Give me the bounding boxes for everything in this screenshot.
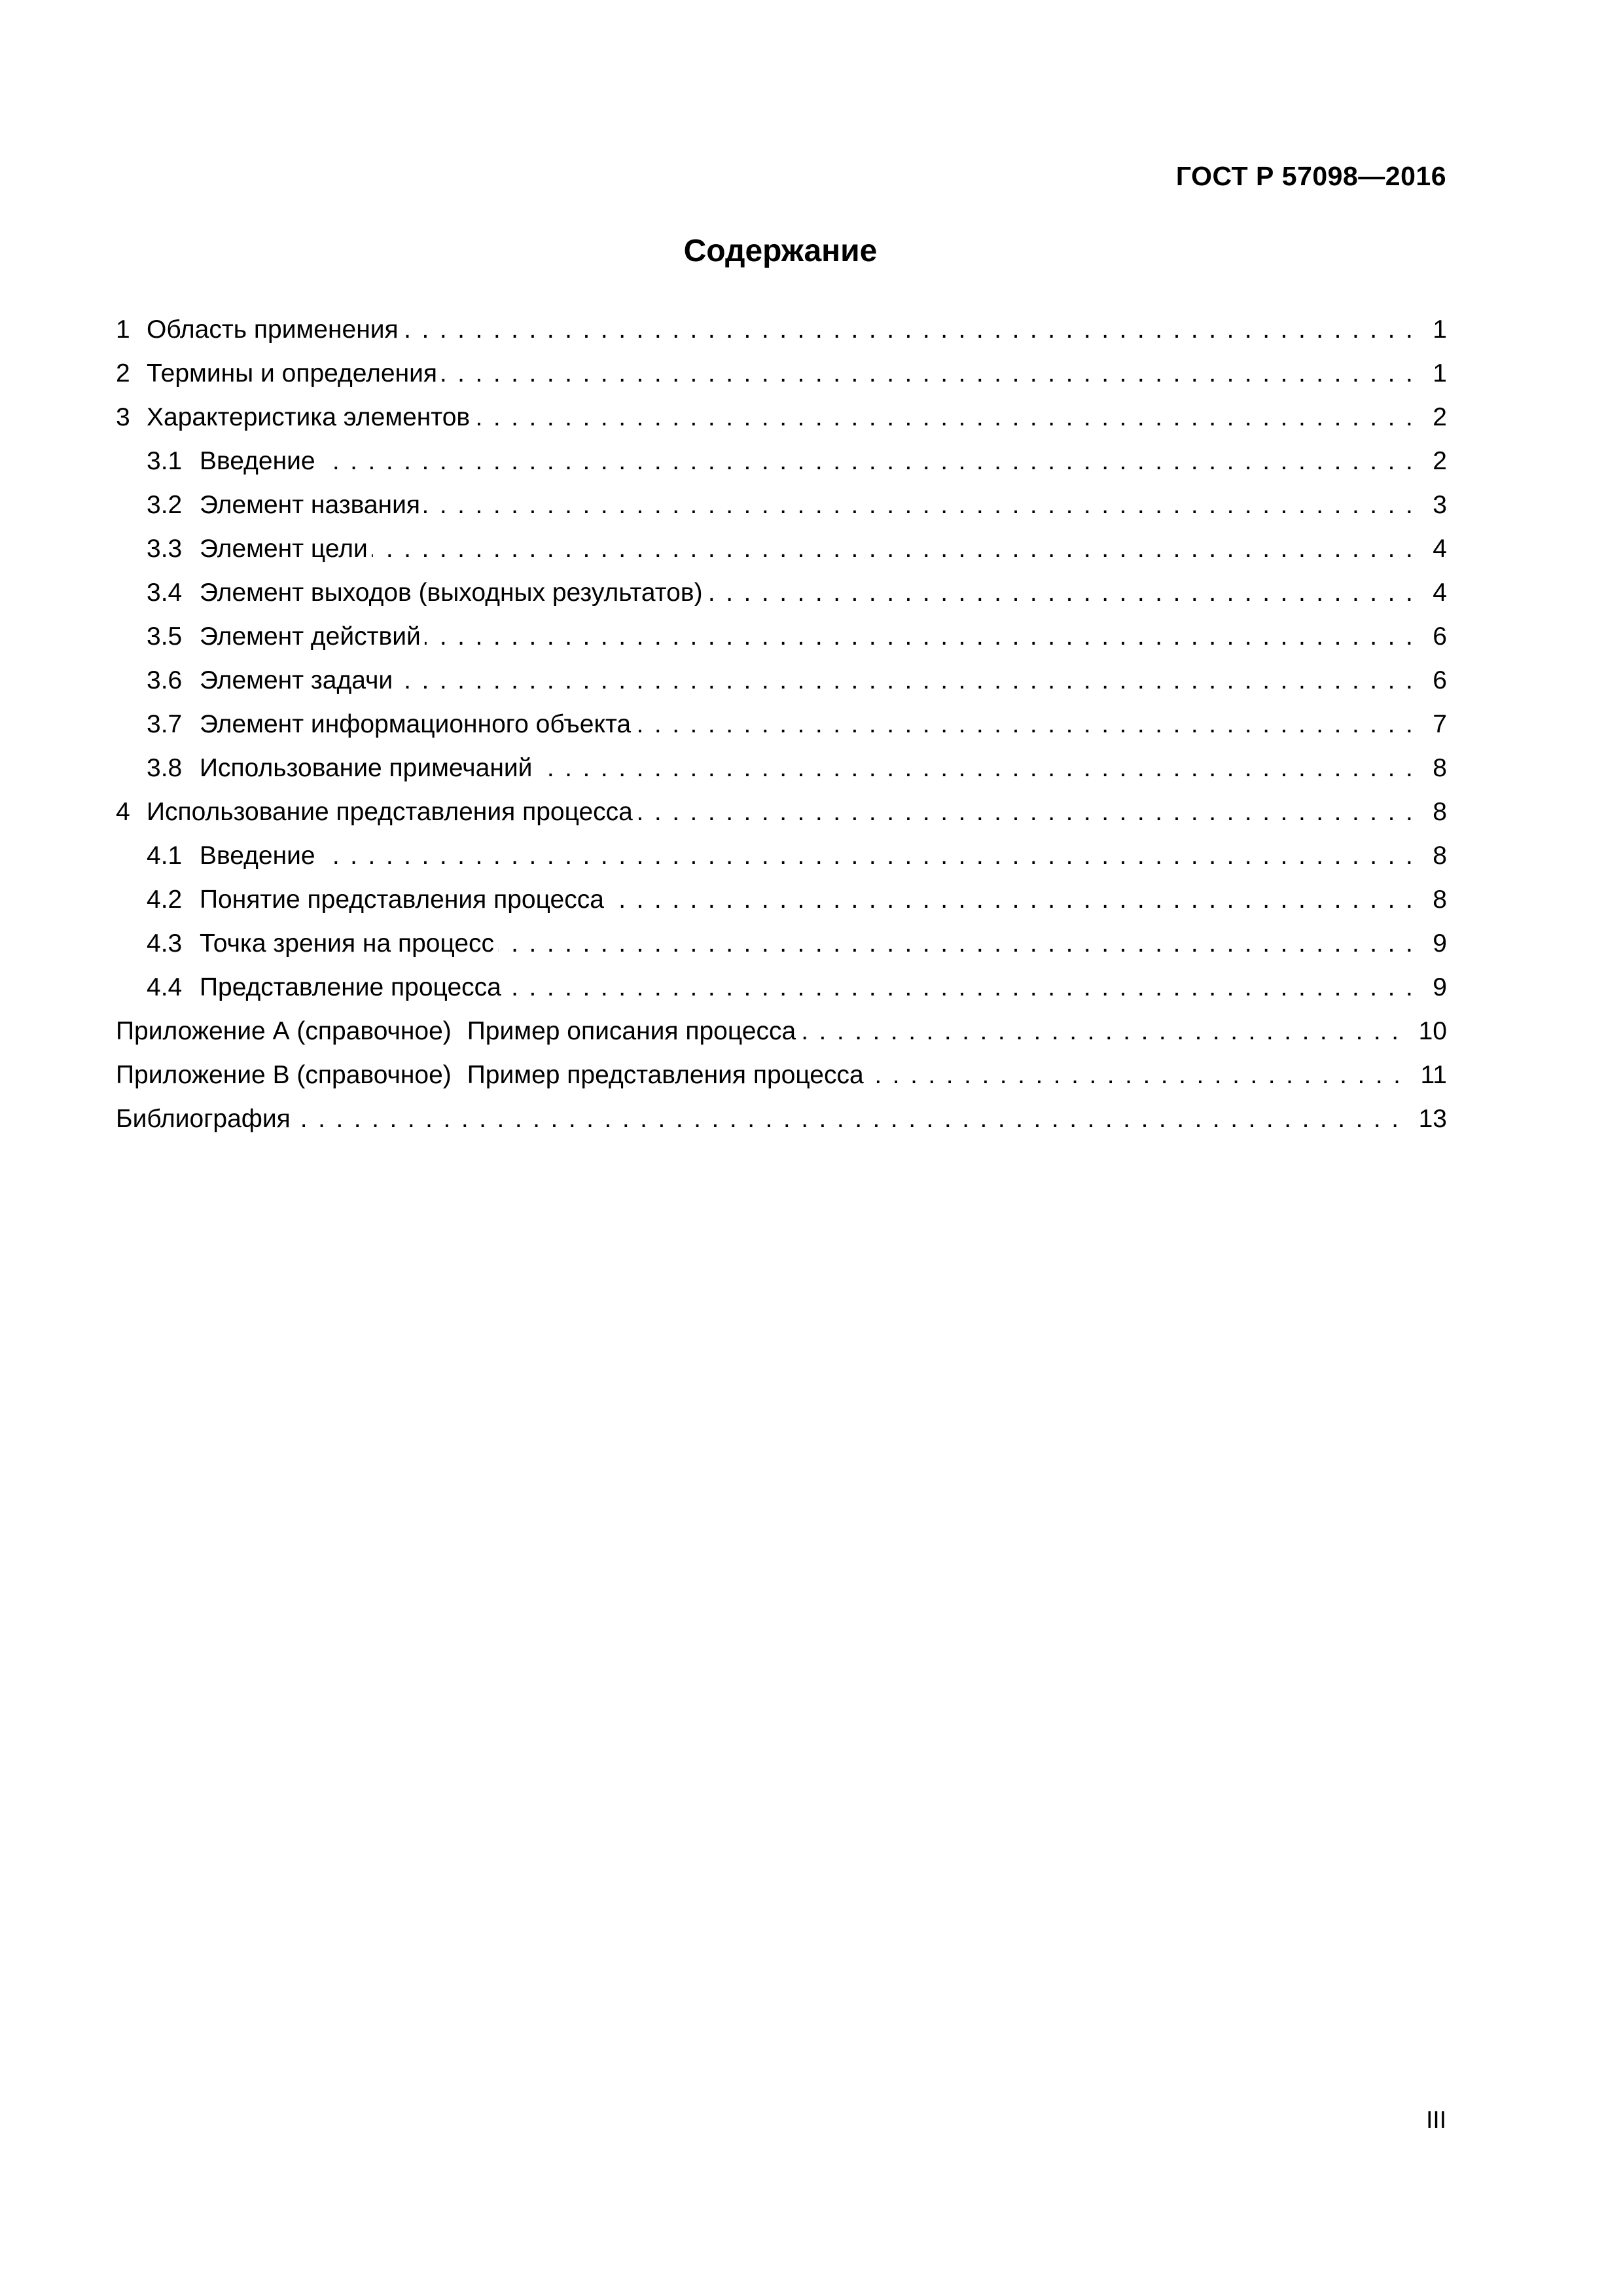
toc-entry-page: 3 (1433, 491, 1447, 519)
toc-subentry[interactable] (116, 527, 1447, 571)
toc-entry-label: Понятие представления процесса (200, 886, 604, 914)
toc-leader-dots (505, 965, 1423, 1009)
toc-subentry[interactable] (116, 571, 1447, 615)
toc-title: Содержание (683, 234, 878, 268)
toc-leader-dots (402, 308, 1424, 351)
toc-entry-number: 4.4 (147, 973, 183, 1001)
toc-entry-page: 13 (1418, 1105, 1447, 1133)
toc-entry-page: 10 (1418, 1017, 1447, 1045)
toc-entry-label: Представление процесса (200, 973, 501, 1001)
toc-subentry[interactable] (116, 746, 1447, 790)
toc-entry[interactable] (116, 790, 1447, 834)
toc-leader-dots (424, 483, 1423, 527)
toc-entry-label: Использование представления процесса (147, 798, 633, 826)
toc-leader-dots (425, 615, 1423, 658)
toc-entry-label: Элемент цели (200, 535, 368, 563)
toc-leader-dots (498, 922, 1423, 965)
toc-subentry[interactable] (116, 965, 1447, 1009)
toc-entry-label: Элемент действий (200, 622, 421, 651)
toc-entry-number: 3.1 (147, 447, 183, 475)
toc-leader-dots (372, 527, 1424, 571)
toc-entry-number: 3.7 (147, 710, 183, 738)
toc-entry-page: 6 (1433, 622, 1447, 651)
toc-entry-page: 4 (1433, 535, 1447, 563)
toc-entry-label: Библиография (116, 1105, 291, 1133)
toc-entry-label: Элемент информационного объекта (200, 710, 632, 738)
toc-subentry[interactable] (116, 834, 1447, 878)
toc-entry[interactable] (116, 351, 1447, 395)
toc-entry-page: 8 (1433, 842, 1447, 870)
toc-leader-dots (868, 1053, 1412, 1097)
toc-appendix-label (116, 1009, 796, 1053)
toc-entry-label: Элемент выходов (выходных результатов) (200, 579, 703, 607)
toc-entry-number: 3.2 (147, 491, 183, 519)
toc-entry-page: 11 (1420, 1061, 1447, 1089)
appendix-prefix: Приложение А (справочное) (116, 1017, 452, 1045)
toc-subentry[interactable] (116, 615, 1447, 658)
appendix-title: Пример представления процесса (467, 1061, 864, 1089)
appendix-prefix: Приложение В (справочное) (116, 1061, 452, 1089)
toc-entry-label: Элемент задачи (200, 666, 393, 694)
toc-entry-page: 7 (1433, 710, 1447, 738)
toc-entry-number: 1 (116, 315, 130, 344)
toc-entry-number: 3.8 (147, 754, 183, 782)
toc-entry-label: Введение (200, 842, 315, 870)
toc-entry-number: 3.3 (147, 535, 183, 563)
toc-entry-page: 8 (1433, 754, 1447, 782)
toc-entry-label: Область применения (147, 315, 399, 344)
toc-entry[interactable] (116, 308, 1447, 351)
toc-entry-number: 3.4 (147, 579, 183, 607)
toc-entry-number: 4.2 (147, 886, 183, 914)
toc-entry-page: 8 (1433, 798, 1447, 826)
toc-leader-dots (800, 1009, 1409, 1053)
toc-entry-page: 2 (1433, 403, 1447, 431)
toc-entry-page: 9 (1433, 973, 1447, 1001)
toc-entry-page: 2 (1433, 447, 1447, 475)
toc-entry-number: 3.5 (147, 622, 183, 651)
toc-subentry[interactable] (116, 878, 1447, 922)
toc-appendix-entry[interactable] (116, 1053, 1447, 1097)
toc-entry-number: 4.1 (147, 842, 183, 870)
toc-leader-dots (319, 834, 1424, 878)
toc-entry-page: 9 (1433, 929, 1447, 958)
toc-entry-number: 4.3 (147, 929, 183, 958)
toc-entry-label: Характеристика элементов (147, 403, 471, 431)
toc-leader-dots (536, 746, 1423, 790)
appendix-title: Пример описания процесса (467, 1017, 796, 1045)
document-code: ГОСТ Р 57098—2016 (1175, 161, 1446, 191)
toc-subentry[interactable] (116, 702, 1447, 746)
toc-leader-dots (294, 1097, 1410, 1141)
toc-appendix-entry[interactable] (116, 1009, 1447, 1053)
toc-entry-number: 2 (116, 359, 130, 387)
toc-leader-dots (608, 878, 1423, 922)
toc-bibliography-entry[interactable] (116, 1097, 1447, 1141)
toc-entry-page: 1 (1433, 315, 1447, 344)
toc-entry-label: Элемент названия (200, 491, 421, 519)
toc-entry-number: 3 (116, 403, 130, 431)
toc-subentry[interactable] (116, 483, 1447, 527)
toc-appendix-label (116, 1053, 864, 1097)
toc-leader-dots (637, 790, 1423, 834)
toc-subentry[interactable] (116, 922, 1447, 965)
table-of-contents (116, 308, 1447, 1141)
toc-entry-page: 1 (1433, 359, 1447, 387)
toc-entry-label: Точка зрения на процесс (200, 929, 495, 958)
toc-entry[interactable] (116, 395, 1447, 439)
toc-entry-page: 8 (1433, 886, 1447, 914)
toc-entry-page: 6 (1433, 666, 1447, 694)
toc-leader-dots (474, 395, 1423, 439)
toc-entry-number: 3.6 (147, 666, 183, 694)
toc-leader-dots (635, 702, 1423, 746)
toc-leader-dots (707, 571, 1424, 615)
toc-subentry[interactable] (116, 658, 1447, 702)
toc-leader-dots (397, 658, 1423, 702)
toc-entry-number: 4 (116, 798, 130, 826)
toc-entry-label: Использование примечаний (200, 754, 533, 782)
toc-entry-label: Введение (200, 447, 315, 475)
toc-leader-dots (441, 351, 1423, 395)
toc-subentry[interactable] (116, 439, 1447, 483)
toc-entry-page: 4 (1433, 579, 1447, 607)
toc-entry-label: Термины и определения (147, 359, 438, 387)
page-number: III (1426, 2106, 1446, 2133)
toc-leader-dots (319, 439, 1424, 483)
